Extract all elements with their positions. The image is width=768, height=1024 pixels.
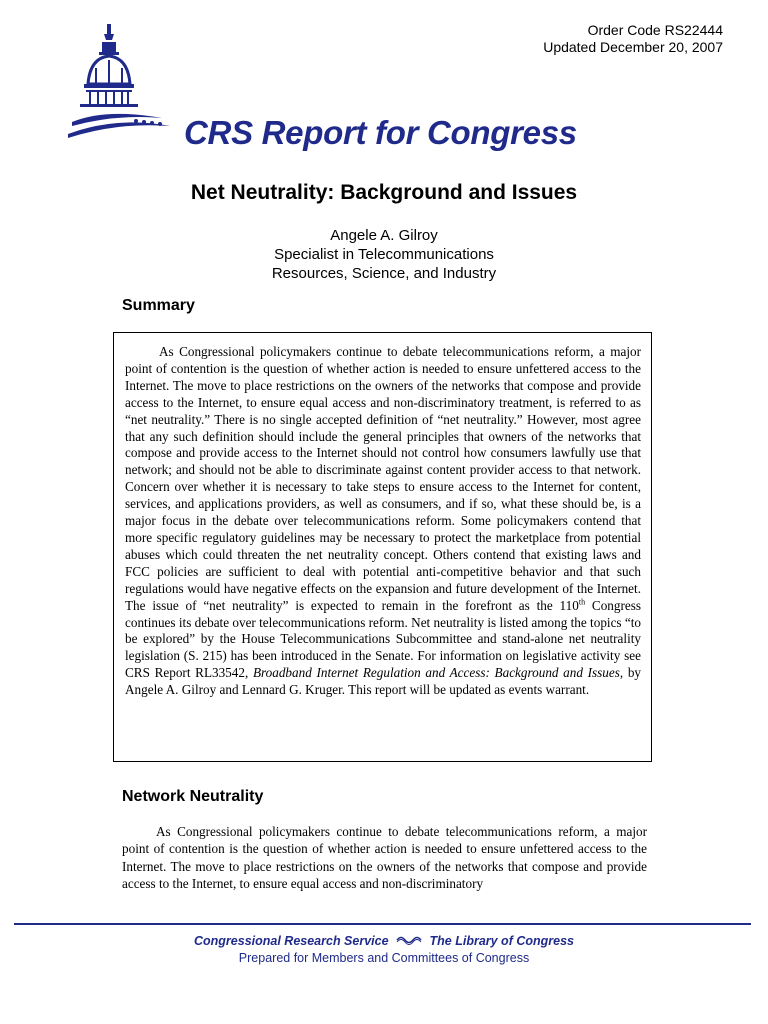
capitol-dome-logo (66, 22, 176, 152)
author-position: Specialist in Telecommunications (274, 246, 494, 263)
summary-heading: Summary (122, 297, 195, 314)
ornament-icon (396, 934, 422, 948)
order-code-block (543, 22, 723, 56)
order-code: Order Code RS22444 (587, 22, 723, 38)
summary-paragraph (125, 344, 641, 699)
summary-text-2: Congress continues its debate over telecommunications reform. Net neutrality is listed among the topics “to be explored” by the House Telecommunications Subcommittee and stand-alone net neutrality legislation (S. 215) has been introduced in the Senate. For information on legislative activity see CRS Report RL33542, (125, 597, 641, 681)
footer-publisher (0, 934, 768, 948)
network-neutrality-heading: Network Neutrality (122, 788, 264, 805)
author-block (0, 226, 768, 283)
summary-text-3: , by Angele A. Gilroy and Lennard G. Kruger. This report will be updated as events warrant. (125, 665, 642, 698)
network-neutrality-body (122, 823, 647, 892)
summary-superscript: th (578, 597, 586, 607)
author-division: Resources, Science, and Industry (271, 265, 497, 282)
summary-cited-report-title: Broadband Internet Regulation and Access: Background and Issues (252, 665, 620, 681)
summary-box (113, 332, 652, 762)
report-series-title: CRS Report for Congress (184, 114, 577, 151)
updated-date: Updated December 20, 2007 (543, 39, 723, 55)
footer-prepared-for: Prepared for Members and Committees of Congress (238, 951, 530, 965)
footer-crs: Congressional Research Service (194, 934, 389, 948)
author-name: Angele A. Gilroy (330, 227, 438, 244)
summary-text-1: As Congressional policymakers continue to debate telecommunications reform, a major point of contention is the question of whether action is needed to ensure unfettered access to the Internet. The move to place restrictions on the owners of the networks that compose and provide access to the Internet, to ensure equal access and non-discriminatory treatment, is referred to as “net neutrality.” There is no single accepted definition of “net neutrality.” However, most agree that any such definition should include the general principles that owners of the networks that compose and provide access to the Internet should not control how consumers lawfully use that network; and should not be able to discriminate against content provider access to that network. Concern over whether it is necessary to take steps to ensure access to the Internet for content, services, and applications providers, as well as consumers, and if so, what these should be, is a major focus in the debate over telecommunications reform. Some policymakers contend that more specific regulatory guidelines may be necessary to protect the marketplace from potential abuses which could threaten the net neutrality concept. Others contend that existing laws and FCC policies are sufficient to deal with potential anti-competitive behavior and that such regulations would have negative effects on the expansion and future development of the Internet. The issue of “net neutrality” is expected to remain in the forefront as the 110 (125, 344, 641, 613)
footer-library: The Library of Congress (429, 934, 574, 948)
network-neutrality-paragraph: As Congressional policymakers continue to debate telecommunications reform, a major point of contention is the question of whether action is needed to ensure unfettered access to the Internet. The move to place restrictions on the owners of the networks that compose and provide access to the Internet, to ensure equal access and non-discriminatory (122, 824, 647, 891)
footer-divider (14, 923, 751, 925)
document-title: Net Neutrality: Background and Issues (190, 181, 578, 204)
